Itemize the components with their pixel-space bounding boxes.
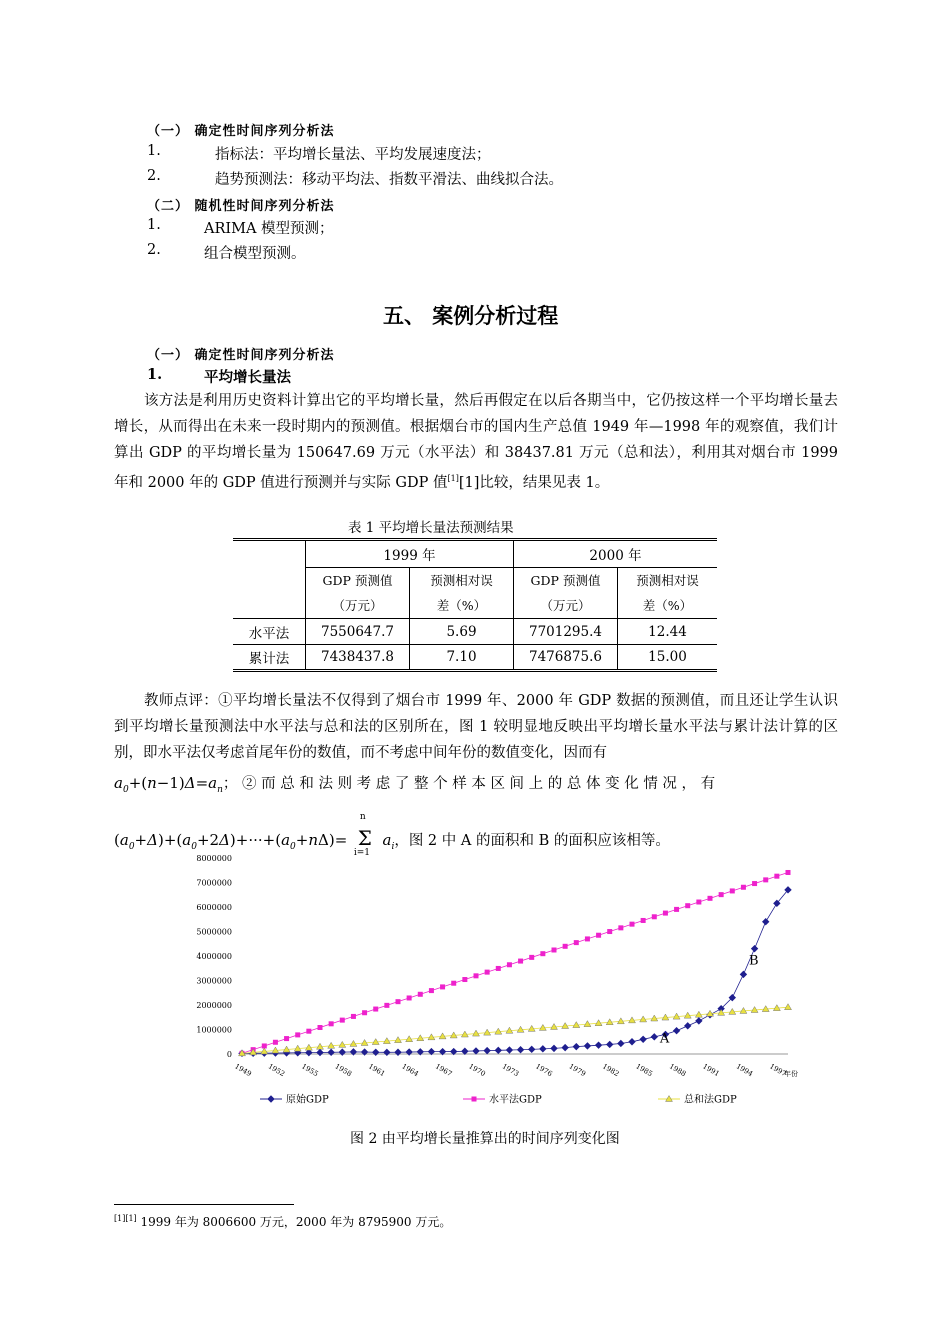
- annotation-b: B: [749, 953, 759, 969]
- x-tick-label: 1979: [567, 1062, 588, 1079]
- legend-marker-1: [268, 1096, 274, 1102]
- data-point: [574, 940, 579, 945]
- paragraph-body: 该方法是利用历史资料计算出它的平均增长量，然后再假定在以后各期当中，它仍按这样一个平均增长量去增长，从而得出在未来一段时期内的预测值。根据烟台市的国内生产总值 1949 年—1998 年的观察值，我们计算出 GDP 的平均增长量为 150647.69 万元（水平法）和 38437.81 万元（总和法），利用其对烟台市 1999 年和 2000 年的 GDP 值进行预测并与实际 GDP 值: [114, 393, 838, 491]
- data-point: [429, 988, 434, 993]
- data-point: [473, 1048, 479, 1054]
- col-gdp-2000: GDP 预测值 （万元）: [514, 568, 618, 619]
- data-point: [630, 922, 635, 927]
- sum-symbol: n Σ i=1: [353, 812, 372, 858]
- formula-1: $a_0+(n-1)\Delta=a_n$: [114, 774, 223, 795]
- teacher-comment: 教师点评：①平均增长量法不仅得到了烟台市 1999 年、2000 年 GDP 数据的预测值，而且还让学生认识到平均增长量预测法中水平法与总和法的区别所在，图 1 较明显地反映出平均增长量水平法与累计法计算的区别，即水平法仅考虑首尾年份的数值，而不考虑中间年份的数值变化，因而有: [114, 693, 838, 761]
- x-tick-label: 1997: [768, 1062, 788, 1079]
- data-point: [607, 1041, 613, 1047]
- data-point: [663, 911, 668, 916]
- formula-line-2: $(a_0+\Delta)+(a_0+2\Delta)+\cdot\cdot\cdot+(a_0+n\Delta)=$ n Σ i=1 $a_i$，图 2 中 A 的面积和 B 的面积应该相等。: [114, 812, 670, 858]
- data-point: [451, 981, 456, 986]
- data-point: [774, 874, 779, 879]
- data-point: [351, 1014, 356, 1019]
- section1-item-1-text: 指标法：平均增长量法、平均发展速度法；: [215, 147, 491, 163]
- col-err-2000: 预测相对误 差（%）: [618, 568, 718, 619]
- series-line-3: [242, 1007, 788, 1053]
- table-row: [233, 645, 717, 671]
- section2-item-2-num: 2.: [147, 242, 161, 258]
- subsection-heading: （一） 确定性时间序列分析法: [147, 348, 335, 363]
- series-line-1: [242, 890, 788, 1053]
- legend-label-1: 原始GDP: [286, 1094, 329, 1106]
- data-point: [407, 995, 412, 1000]
- formula-2-tail: ，图 2 中 A 的面积和 B 的面积应该相等。: [394, 833, 670, 849]
- data-point: [295, 1032, 300, 1037]
- cell-value: 7701295.4: [514, 619, 618, 645]
- data-point: [362, 1010, 367, 1015]
- footnote-divider: [114, 1204, 294, 1205]
- data-point: [607, 929, 612, 934]
- data-point: [518, 1047, 524, 1053]
- data-point: [740, 971, 746, 977]
- section1-item-2-num: 2.: [147, 168, 161, 184]
- y-tick-label: 5000000: [196, 927, 232, 937]
- data-point: [506, 1047, 512, 1053]
- x-tick-label: 1982: [600, 1062, 621, 1079]
- y-tick-label: 2000000: [196, 1001, 232, 1010]
- cell-value: 7438437.8: [306, 645, 410, 671]
- data-point: [462, 1048, 468, 1054]
- x-tick-label: 1949: [233, 1062, 253, 1079]
- data-point: [373, 1007, 378, 1012]
- data-point: [529, 955, 534, 960]
- col-gdp-1999: GDP 预测值 （万元）: [306, 568, 410, 619]
- formula-1-tail: ； ② 而 总 和 法 则 考 虑 了 整 个 样 本 区 间 上 的 总 体 变 化 情 况 ， 有: [222, 776, 716, 792]
- data-point: [652, 914, 657, 919]
- y-tick-label: 0: [226, 1050, 232, 1059]
- figure-caption: 图 2 由平均增长量推算出的时间序列变化图: [350, 1131, 620, 1147]
- data-point: [474, 973, 479, 978]
- data-point: [540, 951, 545, 956]
- cell-value: 5.69: [410, 619, 514, 645]
- footnote-mark: [1][1]: [114, 1214, 137, 1223]
- data-point: [708, 896, 713, 901]
- x-tick-label: 1991: [701, 1062, 721, 1079]
- data-point: [730, 888, 735, 893]
- y-tick-label: 4000000: [196, 952, 232, 961]
- y-tick-label: 8000000: [196, 854, 232, 863]
- data-point: [340, 1018, 345, 1023]
- legend-marker-2: [472, 1097, 477, 1102]
- table-corner: [233, 540, 306, 619]
- data-point: [495, 1047, 501, 1053]
- x-tick-label: 1988: [667, 1062, 688, 1079]
- data-point: [752, 946, 758, 952]
- paragraph-end: [1]比较，结果见表 1。: [458, 474, 610, 491]
- x-tick-label: 1994: [734, 1062, 755, 1079]
- year-2000-header: 2000 年: [514, 540, 718, 568]
- table-row: [233, 619, 717, 645]
- y-tick-label: 3000000: [196, 976, 232, 986]
- data-point: [629, 1039, 635, 1045]
- row-method: 水平法: [233, 619, 306, 645]
- x-tick-label: 1964: [400, 1062, 420, 1079]
- x-tick-label: 1973: [500, 1062, 521, 1079]
- footnote-ref[interactable]: [1]: [447, 474, 459, 483]
- data-point: [618, 925, 623, 930]
- x-tick-label: 1961: [366, 1062, 387, 1079]
- y-tick-label: 7000000: [196, 878, 232, 888]
- data-point: [485, 970, 490, 975]
- data-point: [785, 1004, 792, 1010]
- section1-item-1-num: 1.: [147, 143, 161, 159]
- data-point: [273, 1040, 278, 1045]
- table-caption: 表 1 平均增长量法预测结果: [348, 520, 514, 536]
- cell-value: 7476875.6: [514, 645, 618, 671]
- data-point: [418, 992, 423, 997]
- data-point: [763, 919, 769, 925]
- data-point: [306, 1050, 312, 1056]
- data-point: [396, 999, 401, 1004]
- y-tick-label: 6000000: [196, 903, 232, 912]
- year-1999-header: 1999 年: [306, 540, 514, 568]
- data-point: [596, 1042, 602, 1048]
- item-title: 平均增长量法: [204, 369, 291, 386]
- x-tick-label: 1967: [433, 1062, 454, 1079]
- data-point: [306, 1029, 311, 1034]
- x-axis-label: 年份: [784, 1070, 798, 1078]
- x-tick-label: 1955: [300, 1062, 320, 1079]
- data-point: [551, 1045, 557, 1051]
- legend-label-2: 水平法GDP: [489, 1094, 542, 1106]
- cell-value: 7550647.7: [306, 619, 410, 645]
- row-method: 累计法: [233, 645, 306, 671]
- data-point: [318, 1025, 323, 1030]
- data-point: [685, 903, 690, 908]
- data-point: [540, 1046, 546, 1052]
- data-point: [552, 947, 557, 952]
- section2-item-1-text: ARIMA 模型预测；: [204, 221, 334, 237]
- data-point: [752, 881, 757, 886]
- x-tick-label: 1952: [266, 1062, 287, 1079]
- data-point: [529, 1046, 535, 1052]
- data-point: [496, 966, 501, 971]
- footnote: [114, 1213, 451, 1230]
- x-tick-label: 1958: [333, 1062, 354, 1079]
- series-line-2: [242, 872, 788, 1053]
- data-point: [696, 900, 701, 905]
- footnote-text: 1999 年为 8006600 万元，2000 年为 8795900 万元。: [136, 1215, 452, 1229]
- data-point: [651, 1034, 657, 1040]
- section2-item-2-text: 组合模型预测。: [204, 246, 306, 262]
- data-point: [317, 1050, 323, 1056]
- col-err-1999: 预测相对误 差（%）: [410, 568, 514, 619]
- data-point: [507, 962, 512, 967]
- data-point: [484, 1048, 490, 1054]
- section1-item-2-text: 趋势预测法：移动平均法、指数平滑法、曲线拟合法。: [215, 172, 563, 188]
- results-table: [233, 538, 717, 672]
- cell-value: 15.00: [618, 645, 718, 671]
- data-point: [573, 1044, 579, 1050]
- data-point: [284, 1036, 289, 1041]
- section1-heading: （一） 确定性时间序列分析法: [147, 124, 335, 139]
- formula-2: $(a_0+\Delta)+(a_0+2\Delta)+\cdot\cdot\cdot+(a_0+n\Delta)=$: [114, 831, 348, 852]
- data-point: [674, 1028, 680, 1034]
- data-point: [641, 918, 646, 923]
- data-point: [685, 1023, 691, 1029]
- data-point: [786, 870, 791, 875]
- data-point: [585, 936, 590, 941]
- chart-svg: [196, 848, 808, 1113]
- item-number: 1.: [147, 366, 163, 383]
- y-tick-label: 1000000: [196, 1025, 232, 1035]
- cell-value: 12.44: [618, 619, 718, 645]
- section-title: 五、 案例分析过程: [383, 304, 559, 328]
- section2-heading: （二） 随机性时间序列分析法: [147, 199, 335, 214]
- data-point: [640, 1036, 646, 1042]
- data-point: [462, 977, 467, 982]
- data-point: [719, 892, 724, 897]
- legend-label-3: 总和法GDP: [684, 1094, 737, 1106]
- data-point: [518, 959, 523, 964]
- data-point: [329, 1021, 334, 1026]
- data-point: [384, 1003, 389, 1008]
- section2-item-1-num: 1.: [147, 217, 161, 233]
- data-point: [618, 1040, 624, 1046]
- data-point: [741, 885, 746, 890]
- x-tick-label: 1970: [467, 1062, 487, 1079]
- data-point: [696, 1018, 702, 1024]
- annotation-a: A: [659, 1031, 670, 1047]
- x-tick-label: 1985: [634, 1062, 654, 1079]
- cell-value: 7.10: [410, 645, 514, 671]
- data-point: [763, 877, 768, 882]
- data-point: [584, 1043, 590, 1049]
- gdp-chart: [196, 848, 808, 1113]
- data-point: [596, 933, 601, 938]
- x-tick-label: 1976: [534, 1062, 554, 1079]
- method-paragraph: [114, 388, 838, 496]
- data-point: [563, 944, 568, 949]
- formula-line-1: [114, 772, 838, 795]
- data-point: [674, 907, 679, 912]
- data-point: [562, 1045, 568, 1051]
- data-point: [440, 984, 445, 989]
